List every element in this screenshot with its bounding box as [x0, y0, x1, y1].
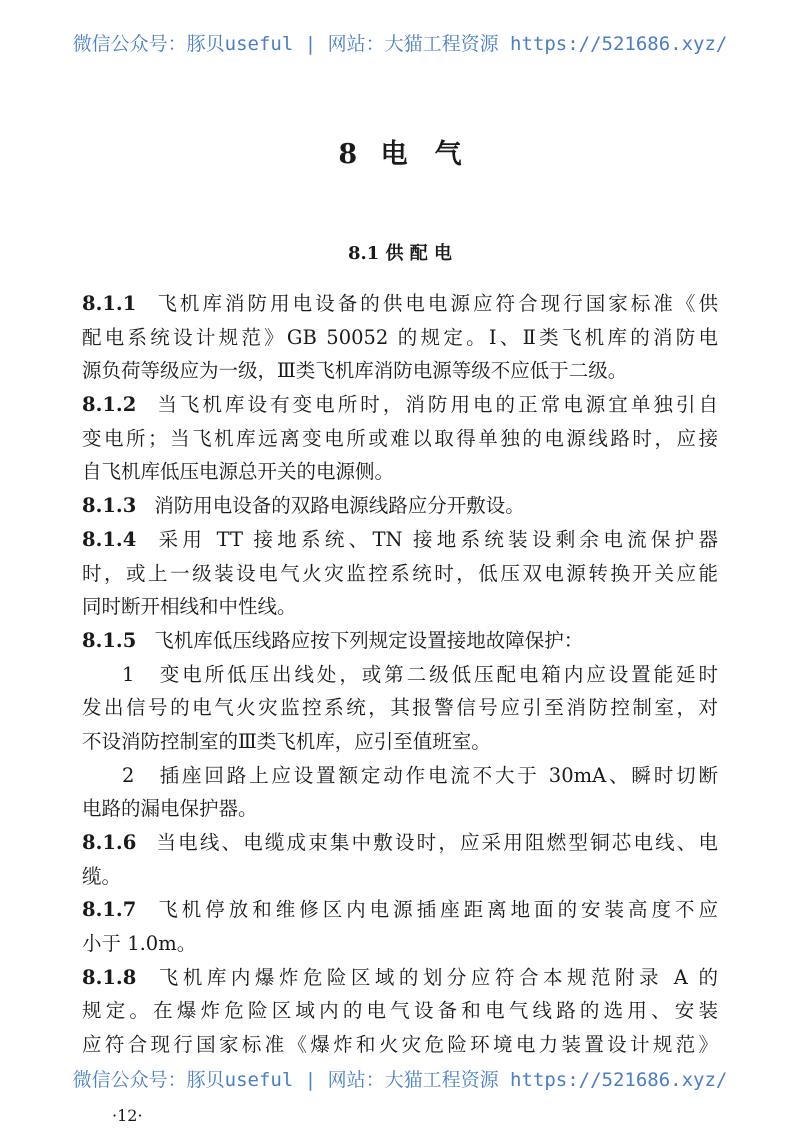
line-text: 1 变电所低压出线处，或第二级低压配电箱内应设置能延时	[122, 662, 718, 686]
clause-number: 8.1.3	[82, 494, 137, 518]
section-title: 8.1 供 配 电	[347, 243, 453, 264]
text-line	[82, 860, 718, 894]
clause-number: 8.1.7	[82, 898, 137, 922]
clause-number: 8.1.2	[82, 393, 137, 417]
line-text: 飞机库内爆炸危险区域的划分应符合本规范附录 A 的	[154, 965, 718, 989]
text-line	[82, 321, 718, 355]
text-line	[82, 422, 718, 456]
clause-number: 8.1.1	[82, 292, 137, 315]
clause-number: 8.1.8	[82, 965, 137, 989]
text-line	[82, 994, 718, 1028]
text-line	[82, 590, 718, 624]
line-text: 配电系统设计规范》GB 50052 的规定。Ⅰ、Ⅱ类飞机库的消防电	[82, 325, 718, 349]
chapter-title: 8 电 气	[338, 139, 462, 170]
text-line	[82, 658, 718, 692]
line-text: 2 插座回路上应设置额定动作电流不大于 30mA、瞬时切断	[122, 763, 718, 787]
clause-number: 8.1.6	[82, 831, 137, 854]
text-line	[82, 388, 718, 422]
clause-number: 8.1.4	[82, 527, 137, 551]
watermark-top: 微信公众号：豚贝useful | 网站：大猫工程资源 https://521686.xyz/	[72, 33, 728, 55]
text-line	[82, 624, 718, 658]
document-body	[82, 287, 718, 1062]
text-line	[82, 691, 718, 725]
text-line	[82, 1028, 718, 1062]
line-text: 源负荷等级应为一级，Ⅲ类飞机库消防电源等级不应低于二级。	[82, 359, 628, 383]
text-line	[82, 725, 718, 759]
text-line	[82, 893, 718, 927]
text-line	[82, 759, 718, 793]
line-text: 不设消防控制室的Ⅲ类飞机库，应引至值班室。	[82, 729, 491, 753]
line-text: 当电线、电缆成束集中敷设时，应采用阻燃型铜芯电线、电	[154, 831, 718, 854]
line-text: 缆。	[82, 864, 122, 888]
line-text: 同时断开相线和中性线。	[82, 595, 297, 619]
line-text: 飞机库低压线路应按下列规定设置接地故障保护：	[154, 628, 584, 652]
line-text: 规定。在爆炸危险区域内的电气设备和电气线路的选用、安装	[82, 999, 718, 1023]
line-text: 采用 TT 接地系统、TN 接地系统装设剩余电流保护器	[154, 527, 718, 551]
text-line	[82, 826, 718, 860]
line-text: 应符合现行国家标准《爆炸和火灾危险环境电力装置设计规范》	[82, 1033, 718, 1057]
text-line	[82, 557, 718, 591]
line-text: 小于 1.0m。	[82, 932, 197, 956]
text-line	[82, 792, 718, 826]
line-text: 时，或上一级装设电气火灾监控系统时，低压双电源转换开关应能	[82, 561, 718, 585]
line-text: 飞机库消防用电设备的供电电源应符合现行国家标准《供	[154, 292, 718, 315]
line-text: 消防用电设备的双路电源线路应分开敷设。	[154, 494, 525, 518]
line-text: 变电所；当飞机库远离变电所或难以取得单独的电源线路时，应接	[82, 426, 718, 450]
line-text: 飞机停放和维修区内电源插座距离地面的安装高度不应	[154, 898, 718, 922]
text-line	[82, 455, 718, 489]
clause-number: 8.1.5	[82, 628, 137, 652]
text-line	[82, 523, 718, 557]
page-number: ·12·	[112, 1106, 143, 1125]
text-line	[82, 961, 718, 995]
line-text: 电路的漏电保护器。	[82, 797, 258, 821]
text-line	[82, 489, 718, 523]
line-text: 自飞机库低压电源总开关的电源侧。	[82, 460, 395, 484]
line-text: 发出信号的电气火灾监控系统，其报警信号应引至消防控制室，对	[82, 696, 718, 720]
text-line	[82, 354, 718, 388]
text-line	[82, 287, 718, 321]
watermark-bottom: 微信公众号：豚贝useful | 网站：大猫工程资源 https://521686.xyz/	[72, 1069, 728, 1091]
text-line	[82, 927, 718, 961]
line-text: 当飞机库设有变电所时，消防用电的正常电源宜单独引自	[154, 393, 718, 417]
